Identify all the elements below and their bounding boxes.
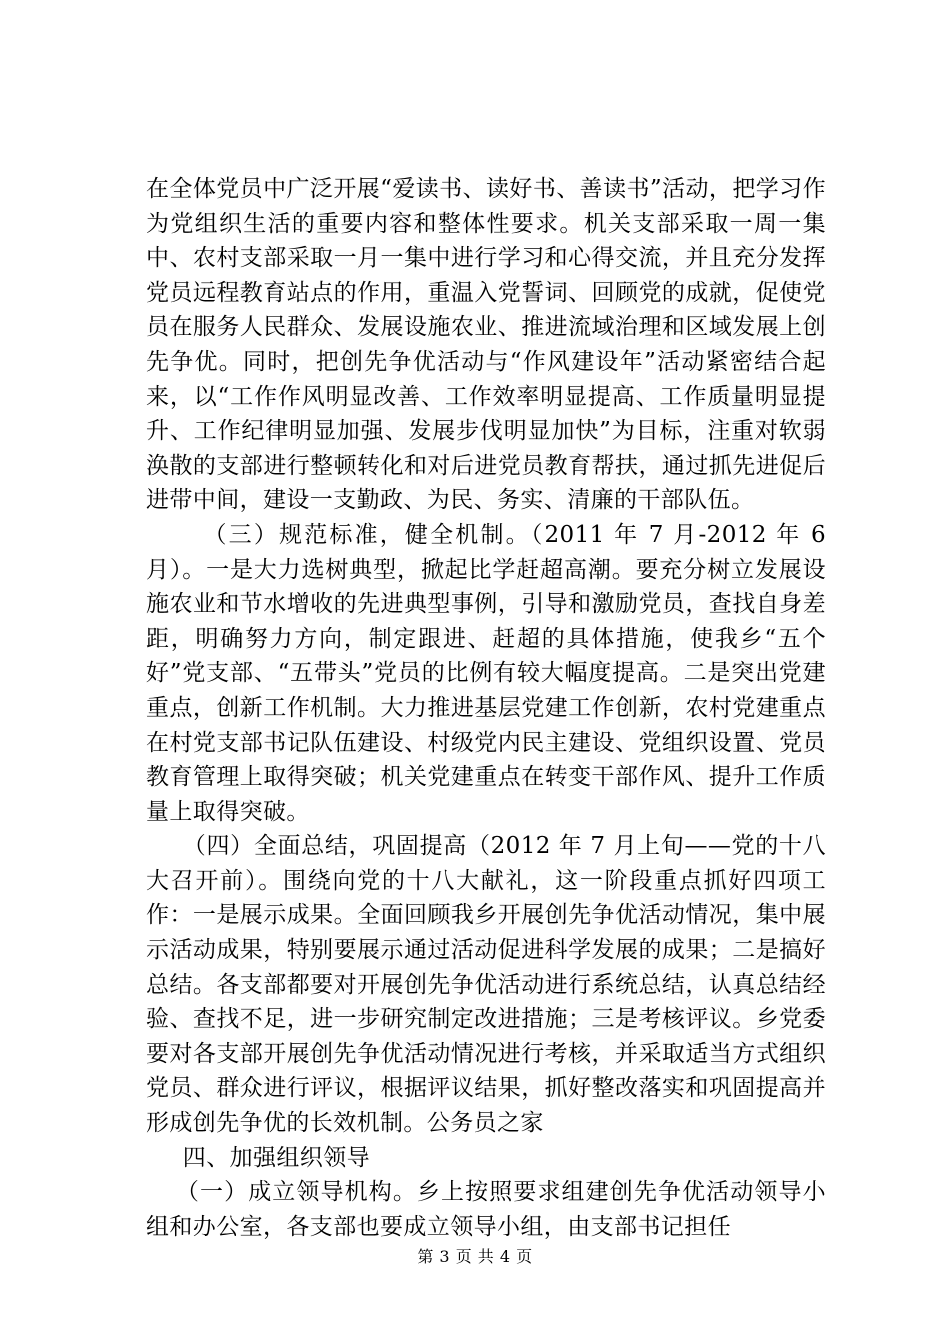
paragraph-study-activities: 在全体党员中广泛开展“爱读书、读好书、善读书”活动，把学习作为党组织生活的重要内容和整体性要求。机关支部采取一周一集中、农村支部采取一月一集中进行学习和心得交流，并且充分发挥党员远程教育站点的作用，重温入党誓词、回顾党的成就，促使党员在服务人民群众、发展设施农业、推进流域治理和区域发展上创先争优。同时，把创先争优活动与“作风建设年”活动紧密结合起来，以“工作作风明显改善、工作效率明显提高、工作质量明显提升、工作纪律明显加强、发展步伐明显加快”为目标，注重对软弱涣散的支部进行整顿转化和对后进党员教育帮扶，通过抓先进促后进带中间，建设一支勤政、为民、务实、清廉的干部队伍。 xyxy=(146,176,826,514)
section-heading-leadership: 四、加强组织领导 xyxy=(182,1144,370,1171)
paragraph-standardize-mechanism: （三）规范标准，健全机制。（2011 年 7 月-2012 年 6 月）。一是大力选树典型，掀起比学赶超高潮。要充分树立发展设施农业和节水增收的先进典型事例，引导和激励党员，查找自身差距，明确努力方向，制定跟进、赶超的具体措施，使我乡“五个好”党支部、“五带头”党员的比例有较大幅度提高。二是突出党建重点，创新工作机制。大力推进基层党建工作创新，农村党建重点在村党支部书记队伍建设、村级党内民主建设、党组织设置、党员教育管理上取得突破；机关党建重点在转变干部作风、提升工作质量上取得突破。 xyxy=(146,521,826,825)
page-number-footer: 第 3 页 共 4 页 xyxy=(417,1247,533,1266)
paragraph-leading-body: （一）成立领导机构。乡上按照要求组建创先争优活动领导小组和办公室，各支部也要成立领导小组，由支部书记担任 xyxy=(146,1179,826,1240)
paragraph-summary-consolidation: （四）全面总结，巩固提高（2012 年 7 月上旬——党的十八大召开前）。围绕向党的十八大献礼，这一阶段重点抓好四项工作：一是展示成果。全面回顾我乡开展创先争优活动情况，集中展示活动成果，特别要展示通过活动促进科学发展的成果；二是搞好总结。各支部都要对开展创先争优活动进行系统总结，认真总结经验、查找不足，进一步研究制定改进措施；三是考核评议。乡党委要对各支部开展创先争优活动情况进行考核，并采取适当方式组织党员、群众进行评议，根据评议结果，抓好整改落实和巩固提高并形成创先争优的长效机制。公务员之家 xyxy=(146,833,826,1137)
document-body xyxy=(146,172,826,1244)
